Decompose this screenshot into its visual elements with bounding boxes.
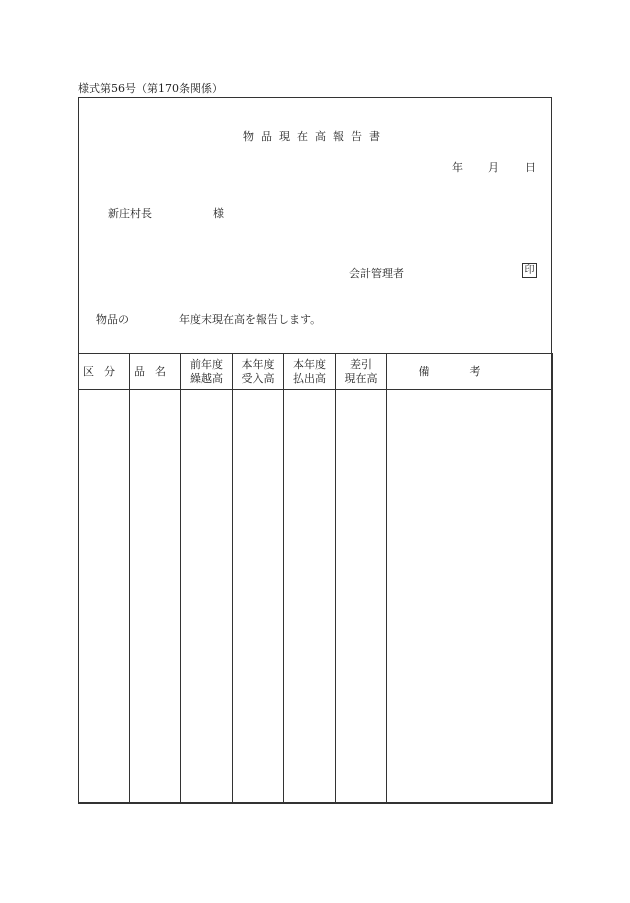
current-year-disbursed-cell[interactable] [284, 390, 336, 804]
date-year-label: 年 [452, 161, 463, 174]
prior-year-carryover-cell[interactable] [181, 390, 233, 804]
table-row [79, 390, 553, 804]
current-year-received-cell[interactable] [233, 390, 284, 804]
seal-mark: 印 [522, 263, 537, 278]
column-header-net-balance: 差引 現在高 [336, 354, 387, 390]
inventory-table [78, 353, 553, 804]
column-header-prior-year-carryover: 前年度 繰越高 [181, 354, 233, 390]
table-header-row [79, 354, 553, 390]
item-name-cell[interactable] [130, 390, 181, 804]
column-header-current-year-received: 本年度 受入高 [233, 354, 284, 390]
category-cell[interactable] [79, 390, 130, 804]
remarks-cell[interactable] [387, 390, 553, 804]
addressee-honorific: 様 [213, 207, 224, 220]
column-header-category: 区分 [79, 354, 130, 390]
date-month-label: 月 [488, 161, 499, 174]
reporter-title: 会計管理者 [349, 267, 404, 280]
report-form-frame [78, 97, 552, 803]
addressee-name: 新庄村長 [108, 207, 152, 220]
column-header-item-name: 品名 [130, 354, 181, 390]
statement-prefix: 物品の [96, 313, 129, 326]
form-title: 物品現在高報告書 [243, 130, 387, 143]
date-day-label: 日 [525, 161, 536, 174]
net-balance-cell[interactable] [336, 390, 387, 804]
column-header-remarks: 備考 [387, 354, 553, 390]
column-header-current-year-disbursed: 本年度 払出高 [284, 354, 336, 390]
statement-suffix: 年度末現在高を報告します。 [179, 313, 322, 326]
form-number: 様式第56号（第170条関係） [78, 82, 223, 95]
